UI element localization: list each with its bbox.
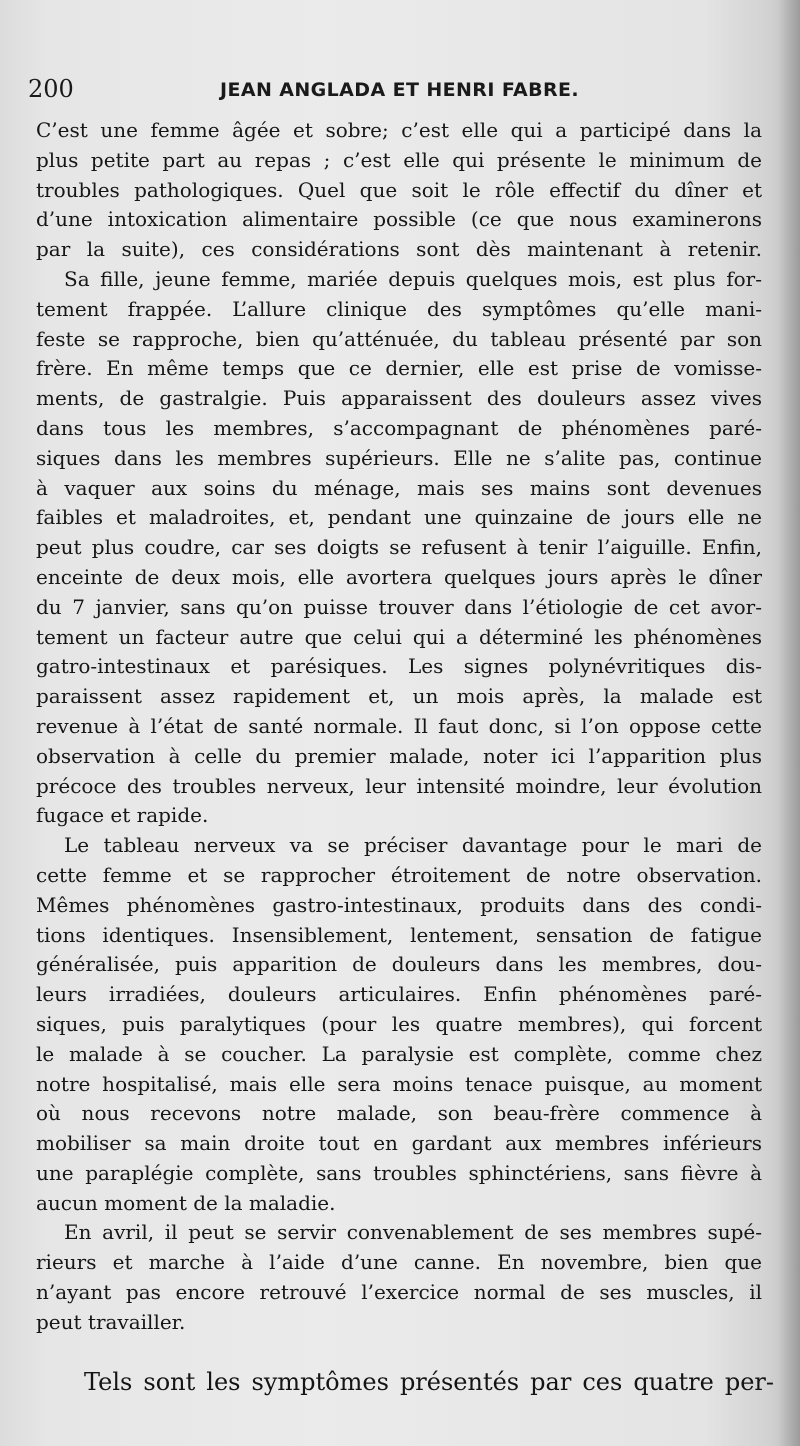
text-line: n’ayant pas encore retrouvé l’exercice normal de ses muscles, il [36, 1280, 762, 1305]
text-line: Le tableau nerveux va se préciser davantage pour le mari de [64, 833, 762, 858]
text-line: le malade à se coucher. La paralysie est complète, comme chez [36, 1041, 762, 1066]
text-line: d’une intoxication alimentaire possible (ce que nous examinerons [36, 207, 762, 232]
text-line: ments, de gastralgie. Puis apparaissent des douleurs assez vives [36, 386, 762, 411]
text-line: notre hospitalisé, mais elle sera moins tenace puisque, au moment [36, 1071, 762, 1096]
text-line: généralisée, puis apparition de douleurs dans les membres, dou- [36, 952, 762, 977]
text-line: observation à celle du premier malade, noter ici l’apparition plus [36, 743, 762, 768]
text-line: En avril, il peut se servir convenablement de ses membres supé- [64, 1220, 762, 1245]
text-line: par la suite), ces considérations sont dès maintenant à retenir. [36, 237, 762, 262]
text-line: tions identiques. Insensiblement, lentement, sensation de fatigue [36, 922, 762, 947]
text-line: C’est une femme âgée et sobre; c’est elle qui a participé dans la [36, 118, 762, 142]
text-line: peut travailler. [36, 1309, 186, 1334]
text-line: fugace et rapide. [36, 803, 209, 828]
page-number: 200 [28, 75, 74, 103]
text-line: cette femme et se rapprocher étroitement de notre observation. [36, 862, 762, 887]
text-line: tement frappée. L’allure clinique des symptômes qu’elle mani- [36, 296, 762, 321]
closing-line: Tels sont les symptômes présentés par ces quatre per- [84, 1368, 774, 1396]
running-title: JEAN ANGLADA ET HENRI FABRE. [220, 79, 580, 101]
text-line: Sa fille, jeune femme, mariée depuis quelques mois, est plus for- [64, 266, 762, 291]
text-line: une paraplégie complète, sans troubles sphinctériens, sans fièvre à [36, 1160, 762, 1185]
text-line: feste se rapproche, bien qu’atténuée, du tableau présenté par son [36, 326, 762, 351]
text-line: faibles et maladroites, et, pendant une quinzaine de jours elle ne [36, 505, 762, 530]
text-line: aucun moment de la maladie. [36, 1190, 336, 1215]
text-line: troubles pathologiques. Quel que soit le rôle effectif du dîner et [36, 177, 762, 202]
text-line: à vaquer aux soins du ménage, mais ses mains sont devenues [36, 475, 762, 500]
text-line: du 7 janvier, sans qu’on puisse trouver dans l’étiologie de cet avor- [36, 594, 762, 619]
text-line: mobiliser sa main droite tout en gardant aux membres inférieurs [36, 1131, 762, 1156]
text-line: peut plus coudre, car ses doigts se refusent à tenir l’aiguille. Enfin, [36, 535, 762, 560]
text-line: plus petite part au repas ; c’est elle qui présente le minimum de [36, 147, 762, 172]
text-line: gatro-intestinaux et parésiques. Les signes polynévritiques dis- [36, 654, 762, 679]
text-line: leurs irradiées, douleurs articulaires. Enfin phénomènes paré- [36, 982, 762, 1007]
paragraph-2 [36, 265, 762, 831]
text-line: où nous recevons notre malade, son beau-frère commence à [36, 1101, 762, 1126]
text-line: Mêmes phénomènes gastro-intestinaux, produits dans des condi- [36, 892, 762, 917]
page-header [28, 74, 758, 106]
text-line: rieurs et marche à l’aide d’une canne. En novembre, bien que [36, 1250, 762, 1275]
text-line: précoce des troubles nerveux, leur intensité moindre, leur évolution [36, 773, 762, 798]
text-line: tement un facteur autre que celui qui a déterminé les phénomènes [36, 624, 762, 649]
text-line: siques dans les membres supérieurs. Elle ne s’alite pas, continue [36, 445, 762, 470]
text-line: frère. En même temps que ce dernier, elle est prise de vomisse- [36, 356, 762, 381]
body-text [36, 116, 762, 1338]
paragraph-4 [36, 1218, 762, 1337]
text-line: siques, puis paralytiques (pour les quatre membres), qui forcent [36, 1011, 762, 1036]
text-line: dans tous les membres, s’accompagnant de phénomènes paré- [36, 415, 762, 440]
page-edge-shadow [778, 0, 800, 1446]
text-line: revenue à l’état de santé normale. Il faut donc, si l’on oppose cette [36, 713, 762, 738]
text-line: paraissent assez rapidement et, un mois après, la malade est [36, 684, 762, 709]
paragraph-1 [36, 116, 762, 265]
paragraph-3 [36, 831, 762, 1218]
text-line: enceinte de deux mois, elle avortera quelques jours après le dîner [36, 564, 762, 589]
